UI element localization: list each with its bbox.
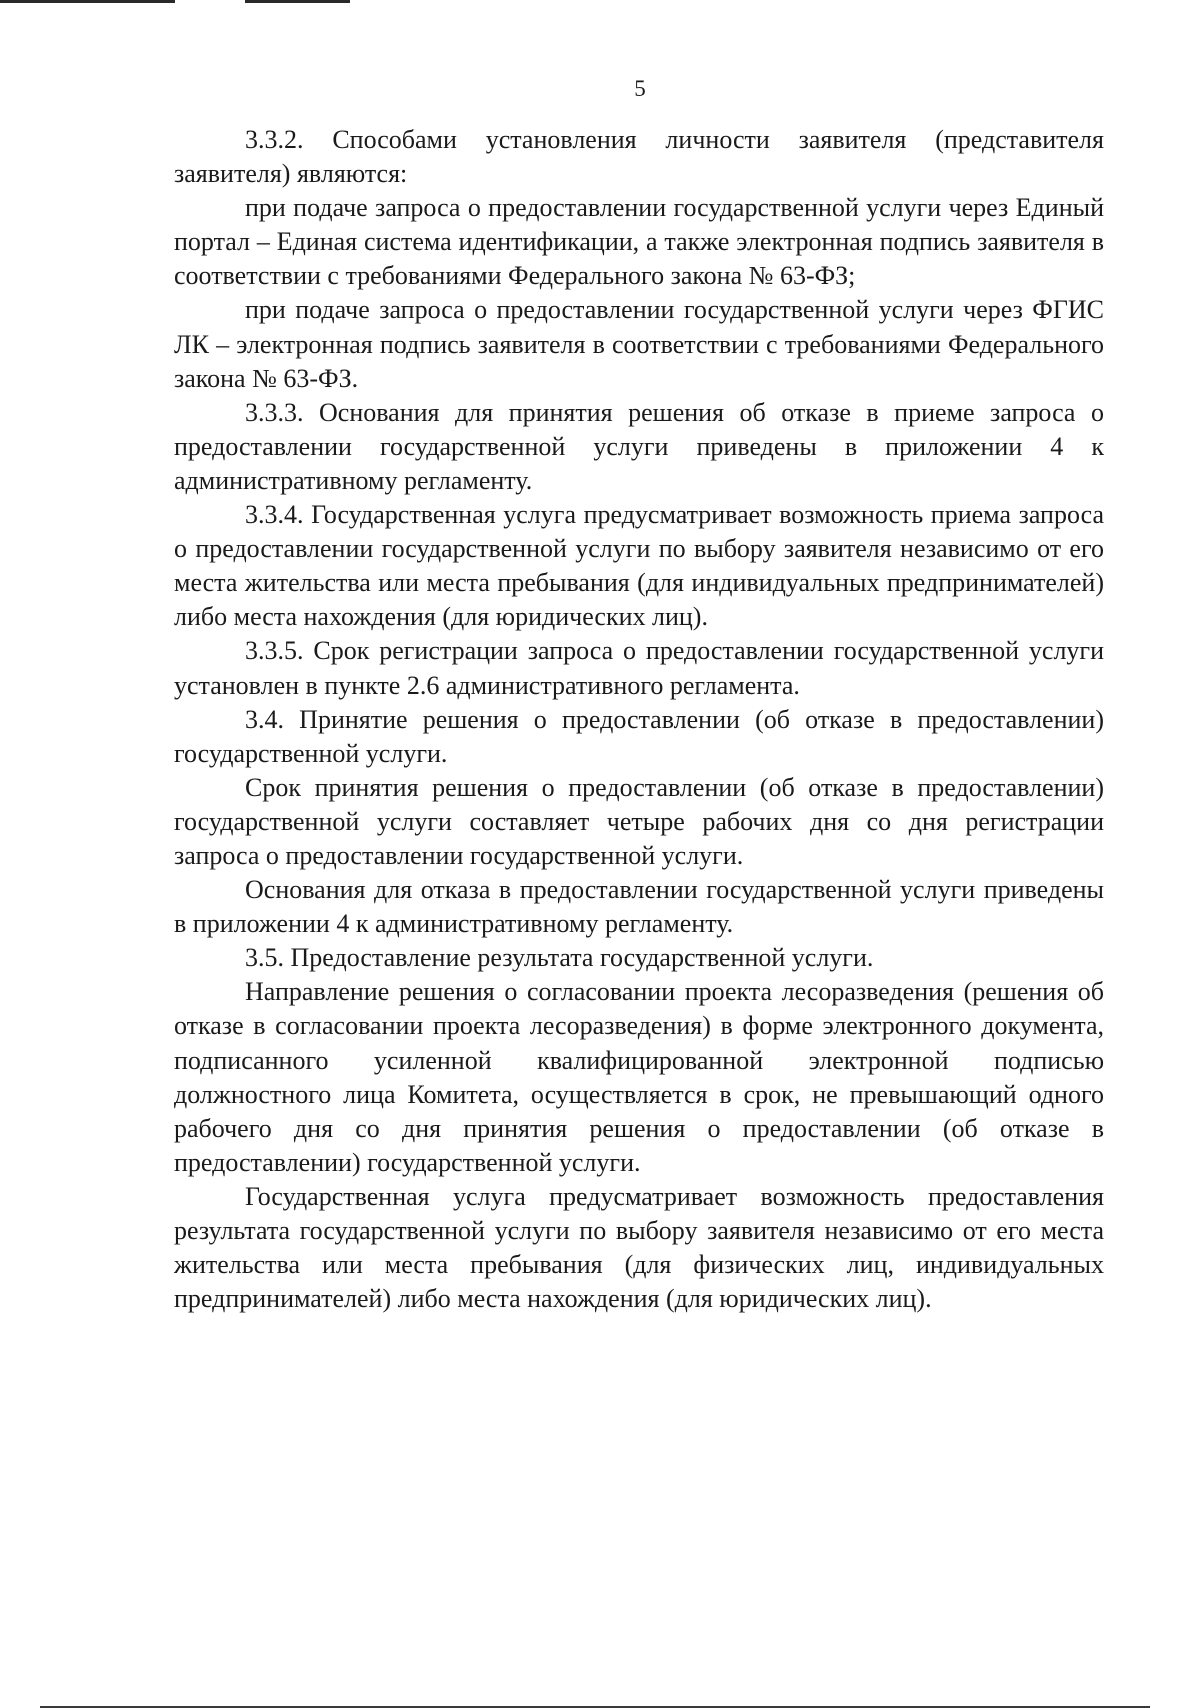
paragraph-result-delivery: Государственная услуга предусматривает возможность предоставления результата государственной услуги по выбору заявителя независимо от его места жительства или места пребывания (для физических лиц, индивидуальных предпринимателей) либо места нахождения (для юридических лиц). (174, 1181, 1104, 1314)
paragraph-fgis-lk: при подаче запроса о предоставлении государственной услуги через ФГИС ЛК – электронная подпись заявителя в соответствии с требованиями Федерального закона № 63-ФЗ. (174, 295, 1104, 393)
scan-edge-top-left (0, 0, 175, 3)
paragraph-3-5: 3.5. Предоставление результата государственной услуги. (245, 943, 874, 973)
paragraph-3-3-5: 3.3.5. Срок регистрации запроса о предоставлении государственной услуги установлен в пункте 2.6 административного регламента. (174, 636, 1104, 700)
paragraph-decision-delivery: Направление решения о согласовании проекта лесоразведения (решения об отказе в согласовании проекта лесоразведения) в форме электронного документа, подписанного усиленной квалифицированной электронной подписью должностного лица Комитета, осуществляется в срок, не превышающий одного рабочего дня со дня принятия решения о предоставлении (об отказе в предоставлении) государственной услуги. (174, 977, 1104, 1177)
paragraph-3-3-3: 3.3.3. Основания для принятия решения об отказе в приеме запроса о предоставлении государственной услуги приведены в приложении 4 к административному регламенту. (174, 397, 1104, 495)
paragraph-unified-portal: при подаче запроса о предоставлении государственной услуги через Единый портал – Единая система идентификации, а также электронная подпись заявителя в соответствии с требованиями Федерального закона № 63-ФЗ; (174, 193, 1104, 291)
paragraph-3-3-4: 3.3.4. Государственная услуга предусматривает возможность приема запроса о предоставлении государственной услуги по выбору заявителя независимо от его места жительства или места пребывания (для индивидуальных предпринимателей) либо места нахождения (для юридических лиц). (174, 500, 1104, 632)
paragraph-3-3-2: 3.3.2. Способами установления личности заявителя (представителя заявителя) являются: (174, 125, 1104, 189)
page-number: 5 (634, 76, 646, 101)
paragraph-3-4: 3.4. Принятие решения о предоставлении (об отказе в предоставлении) государственной услуги. (174, 704, 1104, 768)
paragraph-refusal-grounds: Основания для отказа в предоставлении государственной услуги приведены в приложении 4 к административному регламенту. (174, 875, 1104, 939)
document-body (174, 123, 1104, 1316)
scan-edge-top-right (245, 0, 350, 3)
paragraph-decision-term: Срок принятия решения о предоставлении (об отказе в предоставлении) государственной услуги составляет четыре рабочих дня со дня регистрации запроса о предоставлении государственной услуги. (174, 772, 1104, 870)
